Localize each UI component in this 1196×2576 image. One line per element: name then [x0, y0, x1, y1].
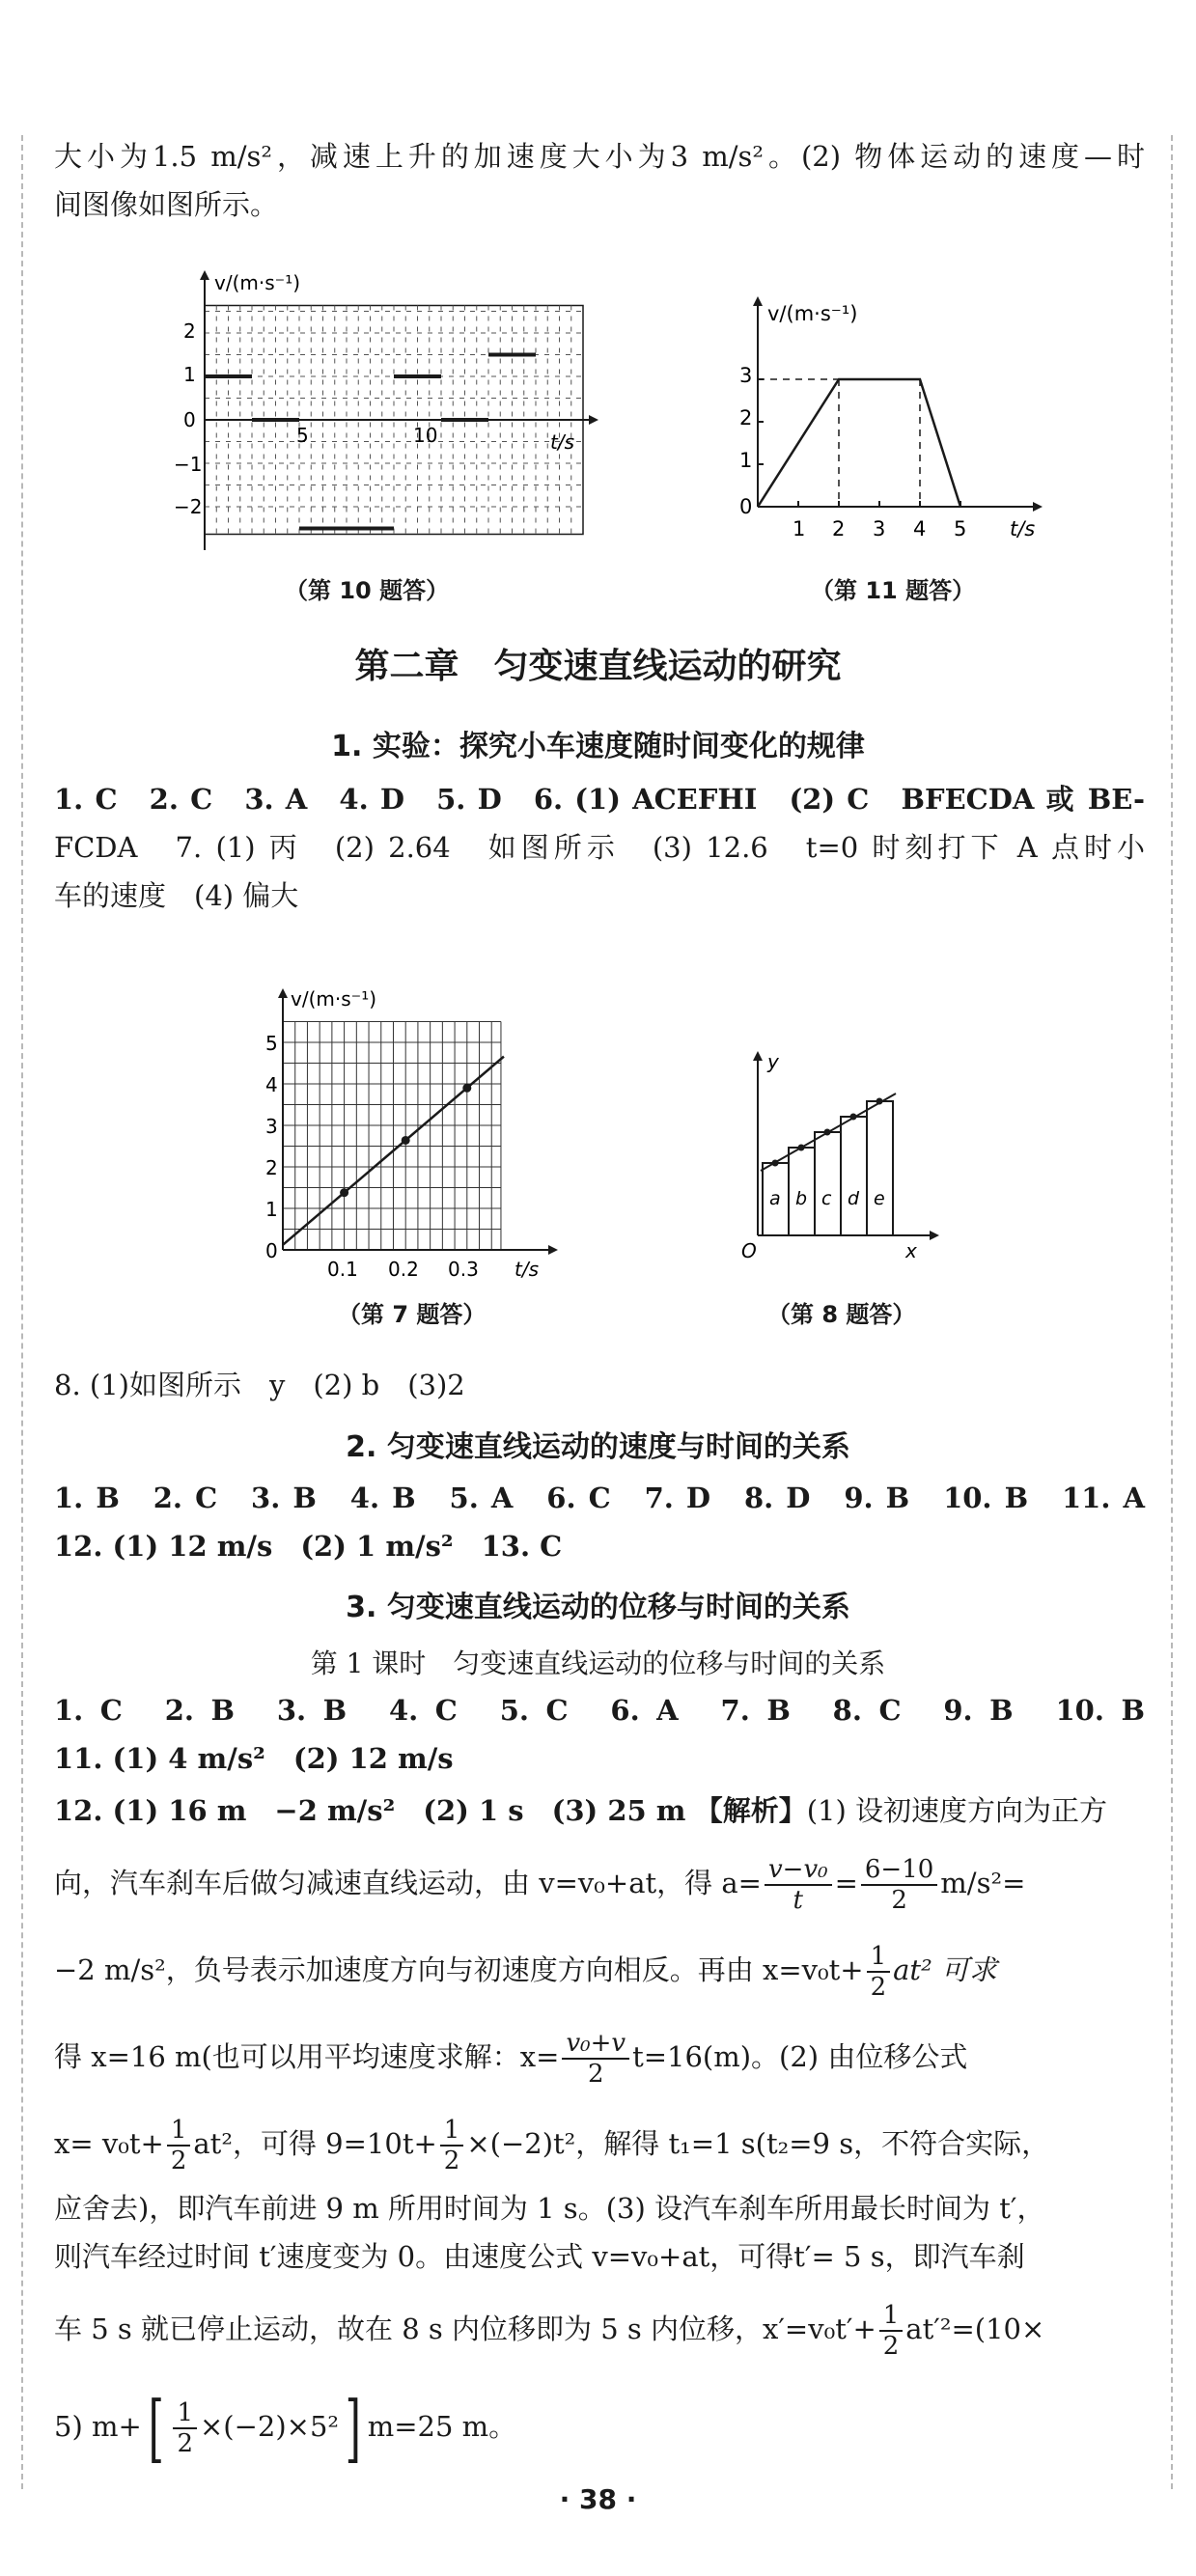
fig7-data-point — [340, 1188, 348, 1197]
q12-text: (1) 设初速度方向为正方 — [806, 1794, 1108, 1827]
figure-8-strip-graph — [734, 1047, 956, 1269]
fig10-y-label: v/(m·s⁻¹) — [214, 271, 301, 294]
fig8-strip-d — [841, 1117, 867, 1235]
left-dashed-margin — [21, 135, 23, 2489]
sec3-q12-line-8: 车 5 s 就已停止运动，故在 8 s 内位移即为 5 s 内位移，x′=v₀t′+ $\frac{1}{2}$ at′²=(10× — [54, 2301, 1045, 2361]
fig8-point — [850, 1114, 857, 1121]
sec1-answers-line-2: FCDA 7. (1) 丙 (2) 2.64 如图所示 (3) 12.6 t=0 时刻打下 A 点时小 — [54, 831, 1145, 864]
fig7-ytick-4: 4 — [265, 1073, 278, 1096]
fig10-x-label: t/s — [550, 430, 574, 454]
fig11-xtick-2: 2 — [832, 517, 846, 540]
fraction-half: $\frac{1}{2}$ — [440, 2116, 464, 2175]
figure-7-caption: （第 7 题答） — [338, 1301, 487, 1328]
fig7-y-label: v/(m·s⁻¹) — [291, 987, 377, 1011]
fig11-xtick-4: 4 — [913, 517, 927, 540]
fig7-origin: 0 — [265, 1239, 278, 1262]
figure-7-vt-graph — [246, 984, 565, 1284]
chapter-title: 第二章 匀变速直线运动的研究 — [354, 647, 842, 686]
sec2-answers-line-1: 1. B 2. C 3. B 4. B 5. A 6. C 7. D 8. D 9. B 10. B 11. A — [54, 1482, 1145, 1514]
fig11-xtick-1: 1 — [793, 517, 806, 540]
fig11-ytick-3: 3 — [739, 364, 753, 387]
fig8-strip-label-c: c — [821, 1188, 832, 1209]
fraction: $\frac{6-10}{2}$ — [861, 1855, 937, 1915]
top-text-line-2: 间图像如图所示。 — [54, 188, 279, 221]
section-2-title: 2. 匀变速直线运动的速度与时间的关系 — [346, 1430, 850, 1464]
fig8-point — [798, 1145, 805, 1151]
right-dashed-margin — [1171, 135, 1173, 2489]
fig11-velocity-line — [758, 379, 960, 507]
fig8-strip-label-b: b — [795, 1188, 808, 1209]
fraction-half: $\frac{1}{2}$ — [167, 2116, 191, 2175]
fig8-point — [824, 1129, 831, 1136]
figure-11-vt-graph — [734, 290, 1052, 550]
fraction-half: $\frac{1}{2}$ — [173, 2398, 197, 2458]
fig11-series — [758, 379, 960, 507]
fig7-data-point — [462, 1084, 471, 1093]
fig7-ytick-5: 5 — [265, 1032, 278, 1055]
fig8-point — [772, 1160, 779, 1167]
fig11-ytick-2: 2 — [739, 406, 753, 429]
fig11-x-label: t/s — [1010, 517, 1036, 540]
sec3-q12-line-9: 5) m+[ $\frac{1}{2}$ ×(−2)×5²] m=25 m。 — [54, 2385, 517, 2471]
sec1-answers-line-1: 1. C 2. C 3. A 4. D 5. D 6. (1) ACEFHI (2) C BFECDA 或 BE- — [54, 783, 1145, 816]
sec3-q12-line-7: 则汽车经过时间 t′速度变为 0。由速度公式 v=v₀+at，可得t′= 5 s，即汽车刹 — [54, 2240, 1025, 2273]
section-3-lesson-title: 第 1 课时 匀变速直线运动的位移与时间的关系 — [310, 1648, 886, 1679]
fig8-strip-c — [815, 1132, 841, 1235]
sec3-answers-line-2: 11. (1) 4 m/s² (2) 12 m/s — [54, 1742, 454, 1775]
fig7-ytick-3: 3 — [265, 1115, 278, 1138]
fig10-ytick-m1: −1 — [174, 453, 203, 476]
fig8-y-label: y — [767, 1050, 779, 1073]
sec3-answers-line-1: 1. C 2. B 3. B 4. C 5. C 6. A 7. B 8. C 9. B 10. B — [54, 1694, 1145, 1727]
fig8-strip-b — [789, 1148, 815, 1235]
sec3-q12-line-2: 向，汽车刹车后做匀减速直线运动，由 v=v₀+at，得 a= $\frac{\text{v−v₀}}{t}$ = $\frac{6-10}{2}$ m/s²= — [54, 1855, 1026, 1915]
fig8-strip-a — [763, 1163, 789, 1235]
fig8-strip-label-d: d — [848, 1188, 860, 1209]
page-number: · 38 · — [559, 2483, 637, 2515]
jiexi-label: 【解析】 — [694, 1794, 807, 1827]
q12-answers: 12. (1) 16 m −2 m/s² (2) 1 s (3) 25 m — [54, 1794, 686, 1827]
fig11-xtick-3: 3 — [873, 517, 886, 540]
sec3-q12-line-6: 应舍去)，即汽车前进 9 m 所用时间为 1 s。(3) 设汽车刹车所用最长时间为 t′， — [54, 2192, 1045, 2225]
sec2-answers-line-2: 12. (1) 12 m/s (2) 1 m/s² 13. C — [54, 1530, 563, 1563]
fig7-ytick-1: 1 — [265, 1198, 278, 1221]
fig8-strip-label-a: a — [769, 1188, 781, 1209]
fig8-x-label: x — [905, 1239, 917, 1262]
fraction: $\frac{\text{v₀+v}}{2}$ — [562, 2029, 629, 2089]
fig11-ytick-1: 1 — [739, 449, 753, 472]
sec1-q8-answer: 8. (1)如图所示 y (2) b (3)2 — [54, 1369, 465, 1401]
fig8-strip-e — [867, 1101, 893, 1235]
fraction: $\frac{\text{v−v₀}}{t}$ — [765, 1855, 832, 1915]
sec3-q12-line-1 — [54, 1791, 1145, 1830]
figure-11-caption: （第 11 题答） — [811, 577, 976, 604]
fig8-origin: O — [741, 1239, 757, 1262]
fig10-ytick-m2: −2 — [174, 495, 203, 518]
figure-10-vt-graph — [145, 270, 598, 550]
sec3-q12-line-5: x= v₀t+ $\frac{1}{2}$ at²，可得 9=10t+ $\frac{1}{2}$ ×(−2)t²，解得 t₁=1 s(t₂=9 s，不符合实际， — [54, 2116, 1050, 2175]
sec1-answers-line-3: 车的速度 (4) 偏大 — [54, 879, 299, 912]
figure-8-caption: （第 8 题答） — [767, 1301, 916, 1328]
fig10-ytick-2: 2 — [183, 319, 196, 343]
fig11-origin: 0 — [739, 495, 753, 518]
fig11-y-label: v/(m·s⁻¹) — [767, 302, 858, 325]
section-3-title: 3. 匀变速直线运动的位移与时间的关系 — [346, 1591, 850, 1624]
fig7-xtick-02: 0.2 — [388, 1258, 419, 1281]
fig10-xtick-10: 10 — [413, 424, 438, 447]
sec3-q12-line-4: 得 x=16 m(也可以用平均速度求解：x= $\frac{\text{v₀+v}}{2}$ t=16(m)。(2) 由位移公式 — [54, 2029, 968, 2089]
fig7-xtick-03: 0.3 — [448, 1258, 479, 1281]
fraction-half: $\frac{1}{2}$ — [879, 2301, 904, 2361]
fig10-ytick-0: 0 — [183, 408, 196, 431]
fig7-data-point — [402, 1136, 410, 1145]
fig7-x-label: t/s — [515, 1258, 539, 1281]
fraction-half: $\frac{1}{2}$ — [867, 1942, 891, 2002]
fig8-point — [876, 1098, 883, 1105]
fig10-ytick-1: 1 — [183, 363, 196, 386]
fig7-xtick-01: 0.1 — [327, 1258, 358, 1281]
q12-l2-text: 向，汽车刹车后做匀减速直线运动，由 v=v₀+at，得 a= — [54, 1867, 762, 1899]
figure-10-caption: （第 10 题答） — [285, 577, 450, 604]
fig11-xtick-5: 5 — [954, 517, 967, 540]
fig10-xtick-5: 5 — [296, 424, 309, 447]
sec3-q12-line-3: −2 m/s²，负号表示加速度方向与初速度方向相反。再由 x=v₀t+ $\frac{1}{2}$ at² 可求 — [54, 1942, 997, 2002]
fig7-ytick-2: 2 — [265, 1156, 278, 1179]
section-1-title: 1. 实验：探究小车速度随时间变化的规律 — [331, 730, 865, 763]
top-text-line-1: 大小为1.5 m/s²，减速上升的加速度大小为3 m/s²。(2) 物体运动的速度—时 — [54, 140, 1145, 173]
fig8-strip-label-e: e — [874, 1188, 885, 1209]
